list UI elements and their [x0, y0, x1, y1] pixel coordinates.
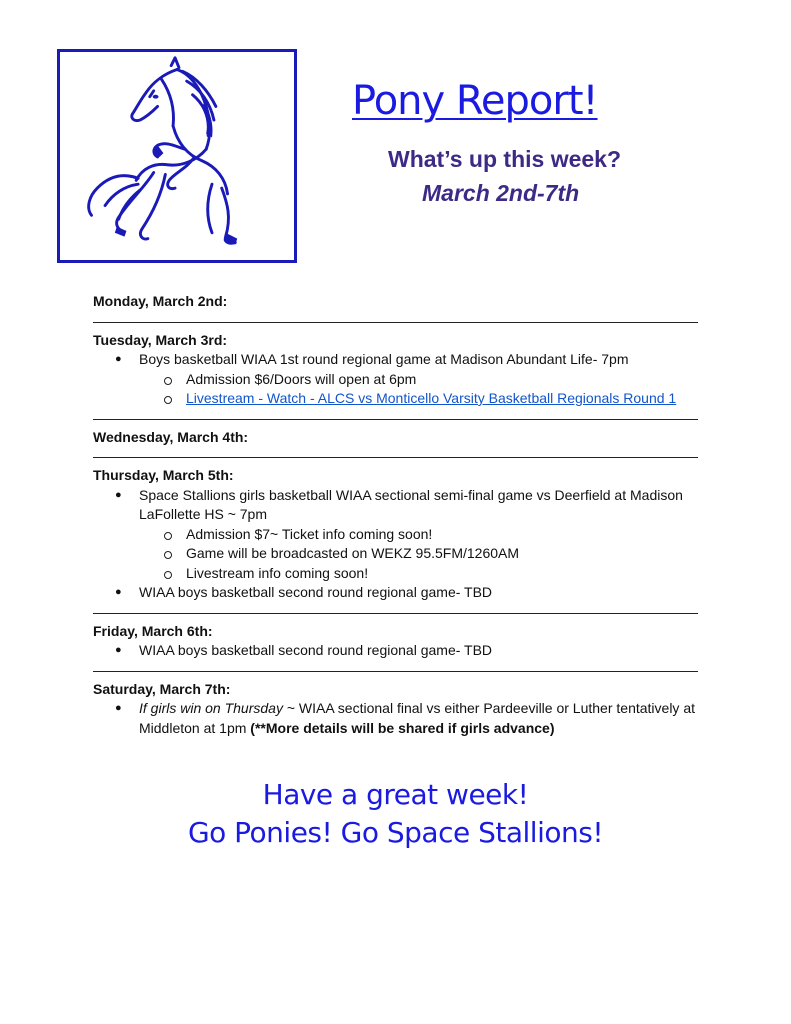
- list-item: [139, 370, 698, 390]
- list-item: [139, 525, 698, 545]
- list-item: [93, 699, 698, 738]
- logo-frame: [57, 49, 297, 263]
- list-item-text: ~ WIAA sectional final vs either Pardeeville or Luther tentatively at Middleton at 1pm: [139, 700, 695, 736]
- tuesday-heading: Tuesday, March 3rd:: [93, 331, 228, 348]
- date-range: March 2nd-7th: [422, 180, 580, 206]
- list-item: [139, 544, 698, 564]
- list-item: [93, 486, 698, 584]
- note-text: (**More details will be shared if girls advance): [250, 719, 555, 736]
- monday-heading: Monday, March 2nd:: [93, 293, 228, 309]
- list-item-text: Admission $7~ Ticket info coming soon!: [186, 525, 433, 542]
- thursday-list: [93, 486, 698, 603]
- saturday-list: [93, 699, 698, 738]
- condition-text: If girls win on Thursday: [139, 700, 283, 716]
- page-title: Pony Report!: [352, 78, 598, 124]
- divider: [93, 671, 698, 672]
- divider: [93, 322, 698, 323]
- thursday-heading: Thursday, March 5th:: [93, 467, 234, 483]
- list-item: [139, 564, 698, 584]
- list-item-text: Game will be broadcasted on WEKZ 95.5FM/1260AM: [186, 545, 520, 561]
- list-item-text: WIAA boys basketball second round regional game- TBD: [139, 642, 493, 658]
- friday-list: [93, 641, 698, 661]
- list-item: [93, 583, 698, 603]
- page-subtitle: What’s up this week?: [388, 146, 622, 172]
- closing-line-2: Go Ponies! Go Space Stallions!: [187, 816, 604, 849]
- closing-line-1: Have a great week!: [262, 778, 529, 811]
- list-item-text: WIAA boys basketball second round regional game- TBD: [139, 584, 493, 600]
- list-item-text: Admission $6/Doors will open at 6pm: [186, 370, 417, 387]
- wednesday-heading: Wednesday, March 4th:: [93, 428, 249, 445]
- tuesday-list: [93, 350, 698, 409]
- tuesday-sublist: [139, 370, 698, 409]
- divider: [93, 419, 698, 420]
- saturday-heading: Saturday, March 7th:: [93, 680, 231, 697]
- list-item-text: Boys basketball WIAA 1st round regional game at Madison Abundant Life- 7pm: [139, 351, 629, 367]
- list-item: [139, 389, 698, 409]
- list-item: [93, 350, 698, 409]
- divider: [93, 613, 698, 614]
- thursday-sublist: [139, 525, 698, 584]
- mustang-horse-icon: [60, 52, 294, 260]
- list-item: [93, 641, 698, 661]
- list-item-text: Space Stallions girls basketball WIAA sectional semi-final game vs Deerfield at Madison LaFollette HS ~ 7pm: [139, 486, 683, 522]
- divider: [93, 457, 698, 458]
- livestream-link[interactable]: Livestream - Watch - ALCS vs Monticello Varsity Basketball Regionals Round 1: [186, 390, 677, 406]
- friday-heading: Friday, March 6th:: [93, 622, 213, 639]
- schedule: [93, 292, 698, 738]
- list-item-text: Livestream info coming soon!: [186, 564, 369, 581]
